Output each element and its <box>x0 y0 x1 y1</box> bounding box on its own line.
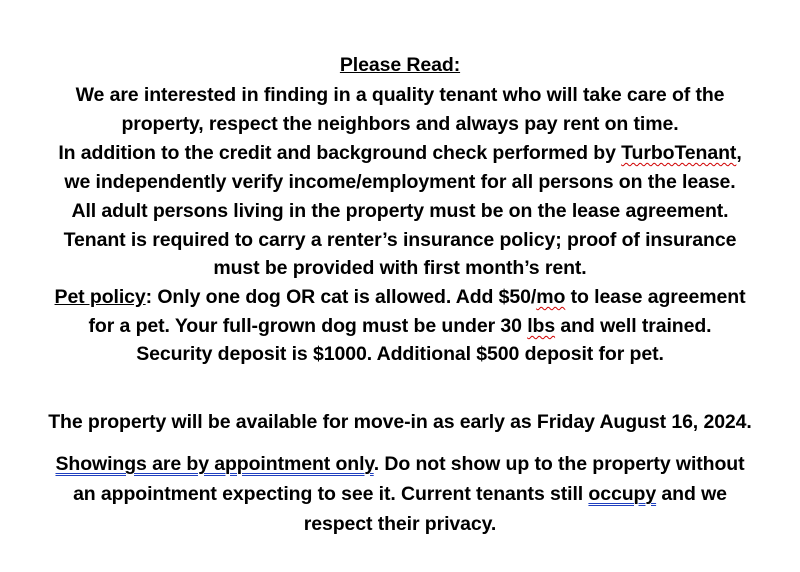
showings-line-1 <box>0 452 800 476</box>
pet-policy-text-1: : Only one dog OR cat is allowed. Add $50/ <box>145 286 537 308</box>
showings-text-2: an appointment expecting to see it. Current tenants still <box>73 483 589 505</box>
intro-line-2: property, respect the neighbors and always pay rent on time. <box>121 113 679 135</box>
showings-text-1: . Do not show up to the property without <box>373 453 745 475</box>
deposit-line: Security deposit is $1000. Additional $500 deposit for pet. <box>136 343 664 365</box>
intro-line-3 <box>0 141 800 165</box>
availability-line: The property will be available for move-in as early as Friday August 16, 2024. <box>48 411 752 433</box>
turbotenant-word: TurboTenant <box>621 142 737 164</box>
intro-line-5: All adult persons living in the property must be on the lease agreement. <box>71 200 729 222</box>
intro-line-4: we independently verify income/employment for all persons on the lease. <box>64 171 736 193</box>
intro-line-6: Tenant is required to carry a renter’s insurance policy; proof of insurance <box>63 229 737 251</box>
showings-phrase: Showings are by appointment only <box>55 453 374 475</box>
pet-policy-line-1 <box>0 285 800 309</box>
heading-text: Please Read: <box>339 54 461 76</box>
occupy-word: occupy <box>588 483 657 505</box>
pet-policy-text-2-end: and well trained. <box>555 315 712 337</box>
mo-word: mo <box>536 286 566 308</box>
showings-text-2-end: and we <box>656 483 727 505</box>
showings-line-3: respect their privacy. <box>303 513 497 535</box>
showings-line-2 <box>0 482 800 506</box>
intro-line-3-comma: , <box>736 142 742 164</box>
notice-heading <box>0 53 800 77</box>
lbs-word: lbs <box>527 315 556 337</box>
intro-line-1: We are interested in finding in a quality tenant who will take care of the <box>75 84 725 106</box>
intro-line-3-text: In addition to the credit and background check performed by <box>58 142 622 164</box>
pet-policy-text-2: for a pet. Your full-grown dog must be under 30 <box>88 315 528 337</box>
pet-policy-line-2 <box>0 314 800 338</box>
intro-line-7: must be provided with first month’s rent. <box>213 257 587 279</box>
pet-policy-label: Pet policy <box>54 286 146 308</box>
pet-policy-text-1-end: to lease agreement <box>565 286 746 308</box>
